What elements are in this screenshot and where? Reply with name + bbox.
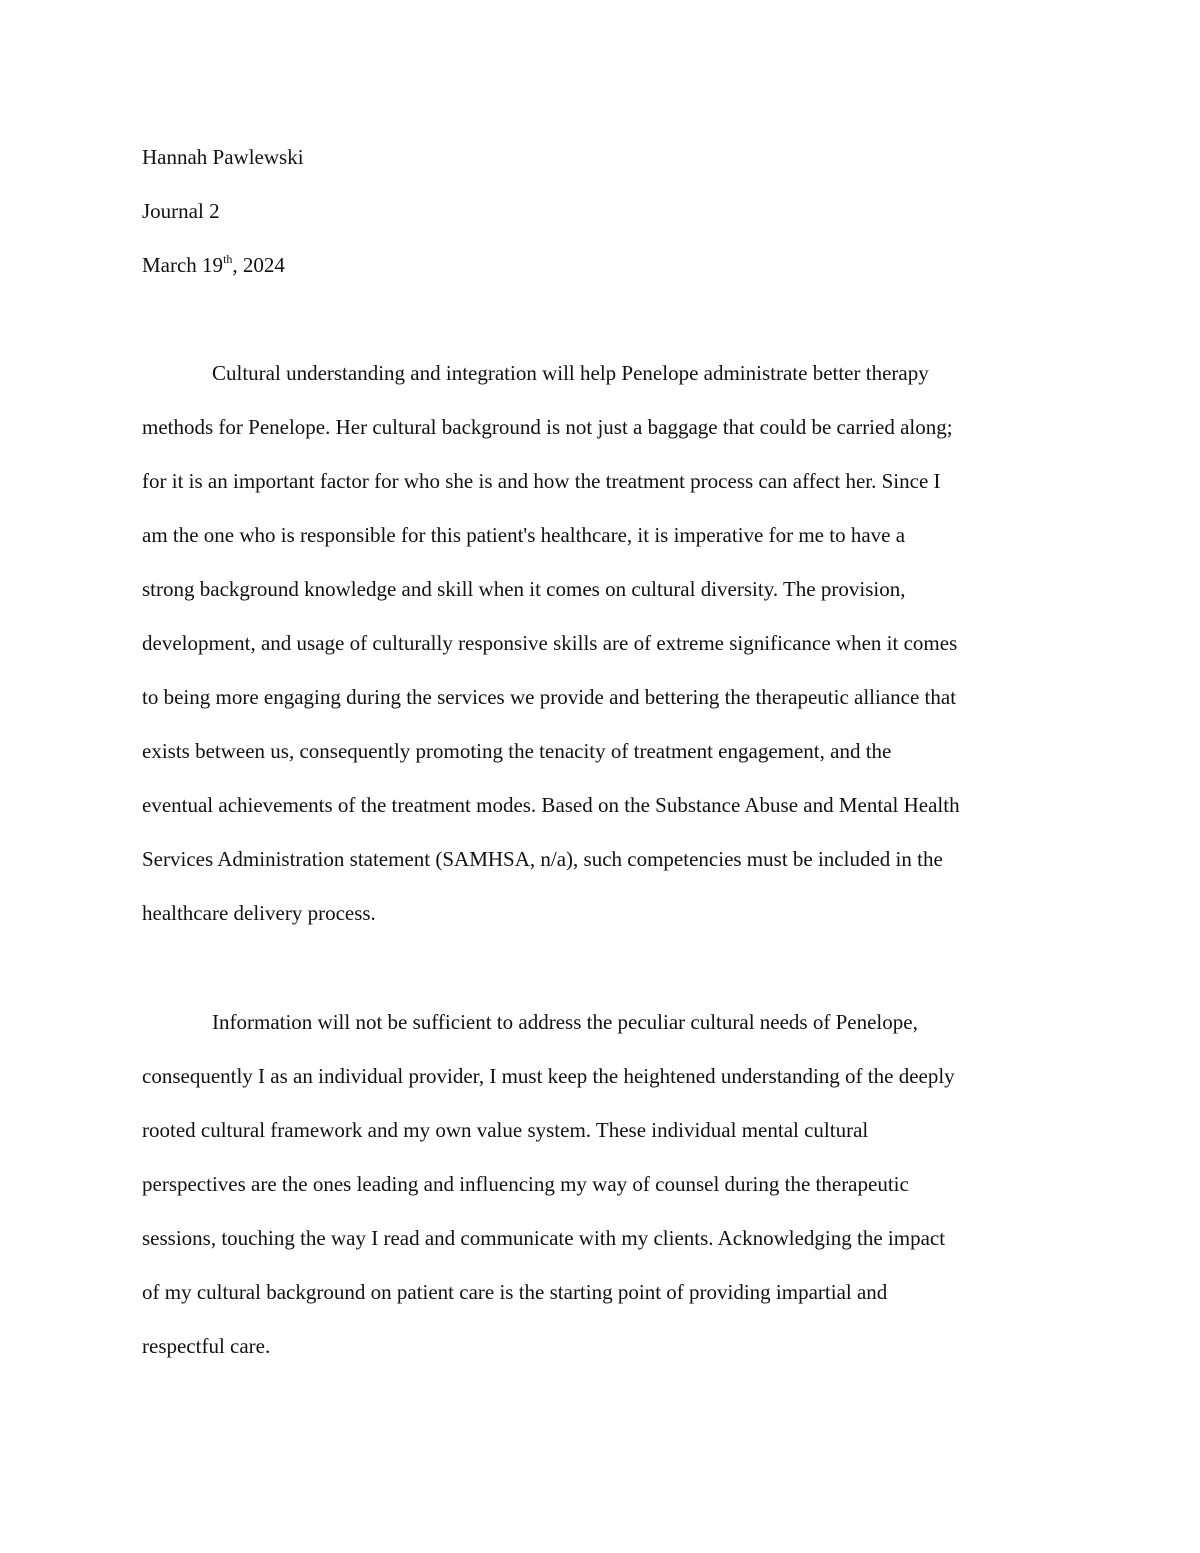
paragraph-line: healthcare delivery process.: [142, 901, 376, 925]
document-title: Journal 2: [142, 199, 220, 223]
paragraph-line: eventual achievements of the treatment modes. Based on the Substance Abuse and Mental Health: [142, 793, 960, 817]
paragraph-line: development, and usage of culturally responsive skills are of extreme significance when it comes: [142, 631, 958, 655]
paragraph-line: to being more engaging during the services we provide and bettering the therapeutic alliance that: [142, 685, 957, 709]
paragraph-line: methods for Penelope. Her cultural background is not just a baggage that could be carried along;: [142, 415, 953, 439]
author-name: Hannah Pawlewski: [142, 145, 304, 169]
paragraph-line: Cultural understanding and integration will help Penelope administrate better therapy: [212, 361, 929, 385]
paragraph-line: rooted cultural framework and my own value system. These individual mental cultural: [142, 1118, 869, 1142]
paragraph-line: Information will not be sufficient to address the peculiar cultural needs of Penelope,: [212, 1010, 918, 1034]
paragraph-1: [142, 346, 1072, 940]
paragraph-line: sessions, touching the way I read and communicate with my clients. Acknowledging the impact: [142, 1226, 946, 1250]
paragraph-line: respectful care.: [142, 1334, 271, 1358]
date-prefix: March 19: [142, 253, 224, 277]
date-rest: , 2024: [232, 253, 285, 277]
date-ordinal-suffix: th: [223, 252, 233, 266]
paragraph-line: perspectives are the ones leading and influencing my way of counsel during the therapeutic: [142, 1172, 909, 1196]
paragraph-line: strong background knowledge and skill when it comes on cultural diversity. The provision,: [142, 577, 906, 601]
paragraph-line: am the one who is responsible for this patient's healthcare, it is imperative for me to have a: [142, 523, 906, 547]
document-date: [142, 252, 285, 278]
paragraph-line: exists between us, consequently promoting the tenacity of treatment engagement, and the: [142, 739, 892, 763]
paragraph-line: Services Administration statement (SAMHSA, n/a), such competencies must be included in the: [142, 847, 943, 871]
paragraph-line: consequently I as an individual provider, I must keep the heightened understanding of the deeply: [142, 1064, 955, 1088]
paragraph-line: for it is an important factor for who she is and how the treatment process can affect her. Since I: [142, 469, 941, 493]
paragraph-line: of my cultural background on patient care is the starting point of providing impartial and: [142, 1280, 888, 1304]
paragraph-2: [142, 995, 1072, 1373]
